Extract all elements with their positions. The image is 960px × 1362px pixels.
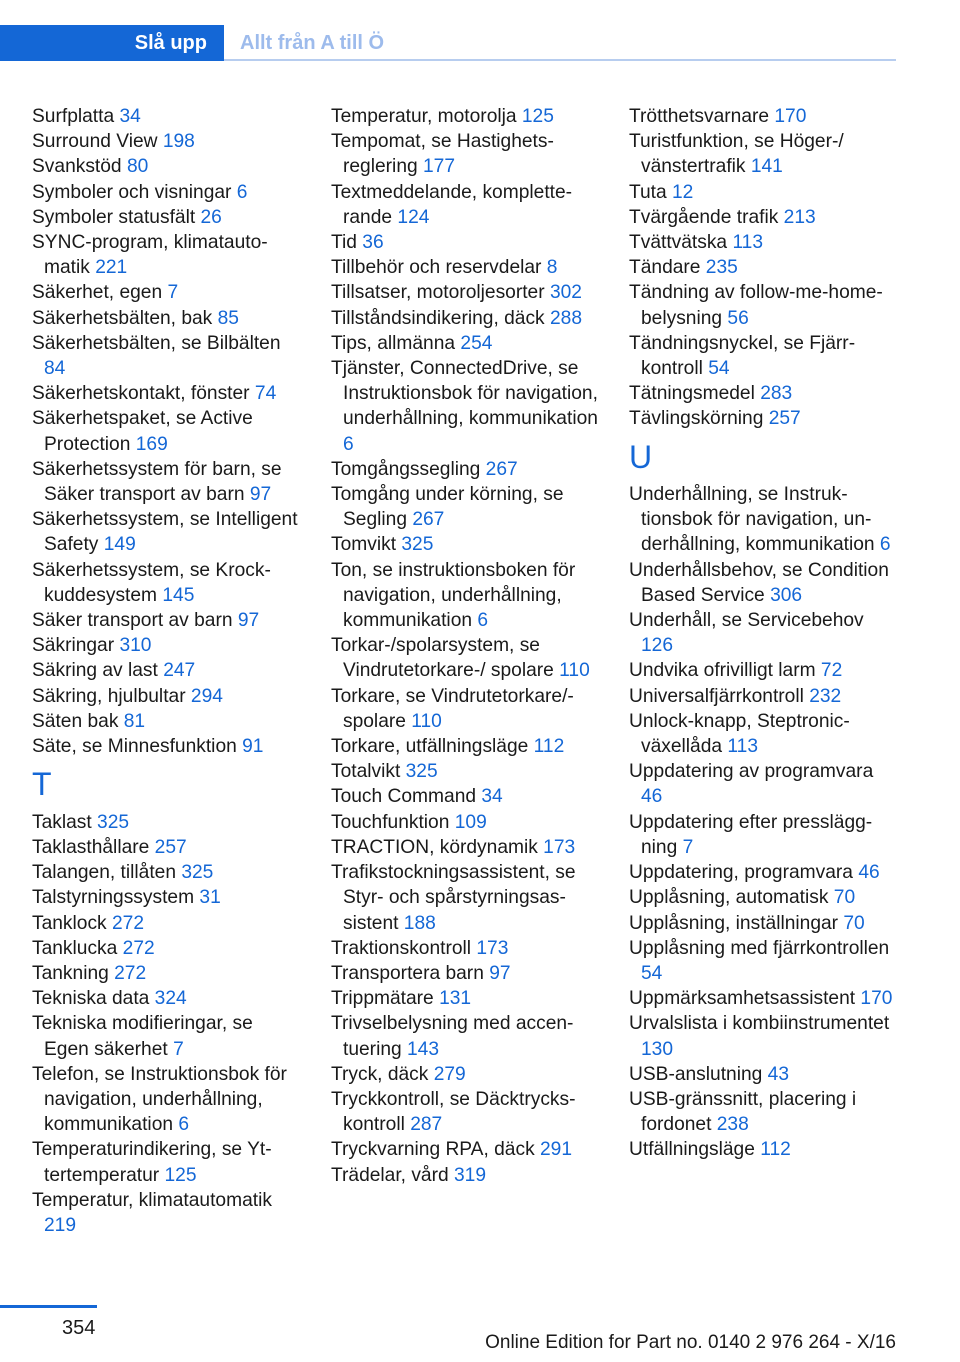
page-link[interactable]: 291 <box>540 1139 573 1161</box>
page-link[interactable]: 188 <box>403 912 436 934</box>
entry-term: Tryck, däck <box>331 1063 434 1085</box>
index-entry <box>32 507 302 557</box>
entry-term: Trivselbelysning med accentuering <box>331 1013 574 1060</box>
index-entry <box>32 885 302 910</box>
index-entry <box>331 1062 601 1087</box>
entry-term: Tekniska modifieringar, se Egen säkerhet <box>32 1013 253 1060</box>
index-entry <box>32 734 302 759</box>
index-entry <box>32 1062 302 1138</box>
page-link[interactable]: 34 <box>481 786 503 808</box>
entry-term: Tändning av follow-me-home-belysning <box>629 282 883 329</box>
entry-term: Unlock-knapp, Steptronic-växellåda <box>629 710 850 758</box>
entry-term: Tillståndsindikering, däck <box>331 307 550 329</box>
page-link[interactable]: 70 <box>843 912 865 934</box>
page-link[interactable]: 112 <box>533 736 565 758</box>
entry-term: Ton, se instruktionsboken för navigation, underhållning, kommunikation <box>331 559 576 632</box>
page-link[interactable]: 97 <box>249 484 272 506</box>
entry-term: Tryckkontroll, se Däcktryckskontroll <box>331 1088 576 1136</box>
entry-term: Trädelar, vård <box>331 1164 454 1186</box>
page-link[interactable]: 34 <box>119 106 141 127</box>
entry-term: Tempomat, se Hastighetsreglering <box>331 131 554 178</box>
page-link[interactable]: 325 <box>97 811 130 833</box>
index-entry <box>331 810 601 835</box>
index-entry <box>629 205 899 230</box>
index-entry <box>331 104 601 129</box>
entry-term: Säkerhetssystem, se Intelligent Safety <box>32 509 298 556</box>
page-link[interactable]: 113 <box>732 232 764 254</box>
index-entry <box>629 936 899 986</box>
index-column-2 <box>331 104 601 1188</box>
index-entry <box>32 860 302 885</box>
index-entry <box>32 280 302 305</box>
index-entry <box>32 558 302 608</box>
section-letter: U <box>629 438 653 475</box>
index-entry <box>629 684 899 709</box>
entry-term: Tändare <box>629 257 706 279</box>
index-entry <box>629 1062 899 1087</box>
index-entry <box>331 936 601 961</box>
entry-term: SYNC-program, klimatautomatik <box>32 232 268 279</box>
page-link[interactable]: 6 <box>236 181 248 203</box>
index-entry <box>629 1087 899 1137</box>
entry-term: Temperatur, motorolja <box>331 106 522 127</box>
index-entry <box>629 255 899 280</box>
page-link[interactable]: 97 <box>237 610 260 632</box>
index-entry <box>629 104 899 129</box>
entry-term: Trafikstockningsassistent, se Styr- och spårstyrningsassistent <box>331 862 576 934</box>
page-link[interactable]: 272 <box>122 937 155 959</box>
index-entry <box>32 180 302 205</box>
entry-term: Tid <box>331 232 363 254</box>
index-entry <box>32 810 302 835</box>
entry-term: Surfplatta <box>32 106 120 127</box>
index-entry <box>629 381 899 406</box>
edition-footer: Online Edition for Part no. 0140 2 976 264 - X/16 <box>485 1332 896 1353</box>
page-link[interactable]: 46 <box>858 862 880 884</box>
index-entry <box>629 180 899 205</box>
page-link[interactable]: 238 <box>716 1114 749 1136</box>
entry-term: Tillsatser, motoroljesorter <box>331 282 550 304</box>
tab-a-to-z[interactable]: Allt från A till Ö <box>240 31 385 54</box>
page-link[interactable]: 91 <box>242 736 264 758</box>
index-entry <box>32 381 302 406</box>
entry-term: Upplåsning med fjärrkontrollen <box>629 937 890 959</box>
index-entry <box>629 709 899 759</box>
page-link[interactable]: 325 <box>181 862 214 884</box>
page-number: 354 <box>62 1317 96 1339</box>
page-link[interactable]: 279 <box>433 1063 466 1085</box>
index-entry <box>331 986 601 1011</box>
index-entry <box>331 1011 601 1061</box>
page-link[interactable]: 112 <box>760 1139 791 1161</box>
index-entry <box>32 608 302 633</box>
index-entry <box>331 633 601 683</box>
index-entry <box>331 734 601 759</box>
index-entry <box>331 457 601 482</box>
entry-term: Tomgång under körning, se Segling <box>331 484 564 531</box>
entry-term: Uppdatering efter pressläggning <box>629 811 873 858</box>
page-link[interactable]: 54 <box>708 358 730 380</box>
page-link[interactable]: 72 <box>820 660 843 682</box>
index-entry <box>331 759 601 784</box>
index-column-3 <box>629 104 899 1163</box>
index-entry <box>32 1188 302 1238</box>
page-link[interactable]: 257 <box>154 836 187 858</box>
index-entry <box>331 1137 601 1162</box>
index-entry <box>629 986 899 1011</box>
entry-term: Säkerhetsbälten, se Bilbälten <box>32 332 281 354</box>
page-link[interactable]: 198 <box>162 131 195 153</box>
index-entry <box>331 860 601 936</box>
page-link[interactable]: 272 <box>111 912 144 934</box>
index-entry <box>32 709 302 734</box>
page-link[interactable]: 219 <box>44 1214 77 1236</box>
page-link[interactable]: 325 <box>401 534 434 556</box>
index-entry <box>32 306 302 331</box>
page-link[interactable]: 173 <box>476 937 509 959</box>
page-link[interactable]: 113 <box>727 736 758 758</box>
page-link[interactable]: 54 <box>641 962 663 984</box>
entry-term: Tjänster, ConnectedDrive, se Instruktionsbok för navigation, underhållning, kommunikation <box>331 358 598 430</box>
index-entry <box>331 180 601 230</box>
page-link[interactable]: 124 <box>397 206 430 228</box>
index-entry <box>32 104 302 129</box>
index-entry <box>331 532 601 557</box>
index-entry <box>32 633 302 658</box>
entry-term: Säkerhetsbälten, bak <box>32 307 218 329</box>
entry-term: Turistfunktion, se Höger-/ vänstertrafik <box>629 131 844 178</box>
entry-term: Trötthetsvarnare <box>629 106 775 127</box>
entry-term: Taklasthållare <box>32 836 155 858</box>
page-link[interactable]: 81 <box>123 710 146 732</box>
section-letter: T <box>32 766 52 803</box>
index-entry <box>32 936 302 961</box>
page-link[interactable]: 235 <box>705 257 738 279</box>
index-entry <box>331 961 601 986</box>
page-link[interactable]: 7 <box>682 836 694 858</box>
entry-term: Tankning <box>32 962 115 984</box>
entry-term: Säten bak <box>32 710 124 732</box>
entry-term: Transportera barn <box>331 962 490 984</box>
page-link[interactable]: 125 <box>521 106 554 127</box>
index-entry <box>32 230 302 280</box>
entry-term: Talstyrningssystem <box>32 887 200 909</box>
page-link[interactable]: 31 <box>199 887 221 909</box>
index-entry <box>32 911 302 936</box>
index-entry <box>32 986 302 1011</box>
page-link[interactable]: 80 <box>126 156 149 178</box>
index-entry <box>629 759 899 809</box>
page-link[interactable]: 36 <box>362 232 384 254</box>
page-link[interactable]: 287 <box>410 1114 443 1136</box>
page-link[interactable]: 43 <box>767 1063 789 1085</box>
header-divider <box>224 59 896 61</box>
page-link[interactable]: 324 <box>154 988 187 1010</box>
entry-term: TRACTION, kördynamik <box>331 836 544 858</box>
tab-look-up[interactable]: Slå upp <box>0 25 224 61</box>
index-entry <box>331 331 601 356</box>
entry-term: Touchfunktion <box>331 811 455 833</box>
page-link[interactable]: 56 <box>727 307 749 329</box>
entry-term: Underhåll, se Servicebehov <box>629 610 864 632</box>
page-link[interactable]: 177 <box>423 156 456 178</box>
page-link[interactable]: 232 <box>809 685 842 707</box>
entry-term: Säte, se Minnesfunktion <box>32 736 243 758</box>
entry-term: Temperatur, klimatautomatik <box>32 1189 272 1211</box>
entry-term: Temperaturindikering, se Yttertemperatur <box>32 1139 272 1186</box>
page-link[interactable]: 267 <box>412 509 445 531</box>
entry-term: Tävlingskörning <box>629 408 769 430</box>
index-entry <box>32 1137 302 1187</box>
page-link[interactable]: 149 <box>103 534 136 556</box>
entry-term: Utfällningsläge <box>629 1139 761 1161</box>
entry-term: Upplåsning, automatisk <box>629 887 834 909</box>
index-entry <box>331 129 601 179</box>
page-link[interactable]: 302 <box>549 282 582 304</box>
index-entry <box>629 482 899 558</box>
entry-term: USB-gränssnitt, placering i fordonet <box>629 1088 857 1136</box>
entry-term: Trippmätare <box>331 988 440 1010</box>
entry-term: Taklast <box>32 811 98 833</box>
entry-term: Säkerhetskontakt, fönster <box>32 383 255 405</box>
page-link[interactable]: 247 <box>163 660 196 682</box>
entry-term: Universalfjärrkontroll <box>629 685 810 707</box>
entry-term: Torkar-/spolarsystem, se Vindrutetorkare-/ spolare <box>331 635 560 682</box>
footer-accent-line <box>0 1305 97 1308</box>
page-link[interactable]: 267 <box>485 458 518 480</box>
page-link[interactable]: 85 <box>217 307 239 329</box>
entry-term: Säker transport av barn <box>32 610 238 632</box>
entry-term: Tätningsmedel <box>629 383 761 405</box>
index-entry <box>331 255 601 280</box>
page-link[interactable]: 294 <box>190 685 223 707</box>
index-entry <box>32 406 302 456</box>
page-link[interactable]: 74 <box>254 383 277 405</box>
index-entry <box>331 482 601 532</box>
page-link[interactable]: 26 <box>200 206 222 228</box>
entry-term: Tomgångssegling <box>331 458 486 480</box>
page-link[interactable]: 8 <box>546 257 558 279</box>
index-entry <box>32 961 302 986</box>
index-entry <box>331 230 601 255</box>
page-link[interactable]: 6 <box>477 610 489 632</box>
entry-term: Tanklucka <box>32 937 123 959</box>
index-entry <box>629 885 899 910</box>
index-entry <box>629 911 899 936</box>
index-entry <box>331 306 601 331</box>
entry-term: Säkerhetspaket, se Active Protection <box>32 408 253 455</box>
entry-term: Uppmärksamhetsassistent <box>629 988 861 1010</box>
page-link[interactable]: 319 <box>454 1164 487 1186</box>
index-entry <box>331 684 601 734</box>
entry-term: Symboler och visningar <box>32 181 237 203</box>
page-link[interactable]: 110 <box>411 710 442 732</box>
page-link[interactable]: 221 <box>95 257 128 279</box>
entry-term: Uppdatering, programvara <box>629 862 859 884</box>
entry-term: Säkerhetssystem för barn, se Säker transport av barn <box>32 458 282 506</box>
index-entry <box>629 1137 899 1162</box>
index-entry <box>331 1087 601 1137</box>
entry-term: Textmeddelande, kompletterande <box>331 181 573 228</box>
page-link[interactable]: 46 <box>641 786 663 808</box>
entry-term: Underhållning, se Instruktionsbok för navigation, underhållning, kommunikation <box>629 484 880 556</box>
index-entry <box>331 356 601 457</box>
page-link[interactable]: 310 <box>119 635 152 657</box>
index-entry <box>331 558 601 634</box>
entry-term: Tips, allmänna <box>331 332 461 354</box>
index-entry <box>629 129 899 179</box>
entry-term: Traktionskontroll <box>331 937 477 959</box>
index-entry <box>629 558 899 608</box>
entry-term: Talangen, tillåten <box>32 862 182 884</box>
index-entry <box>629 406 899 431</box>
entry-term: Tanklock <box>32 912 112 934</box>
index-entry <box>629 810 899 860</box>
entry-term: Säkring av last <box>32 660 164 682</box>
index-column-1 <box>32 104 302 1238</box>
index-entry <box>629 280 899 330</box>
index-entry <box>32 129 302 154</box>
page-link[interactable]: 6 <box>879 534 891 556</box>
page-link[interactable]: 169 <box>135 433 168 455</box>
page-link[interactable]: 6 <box>178 1114 190 1136</box>
page-link[interactable]: 84 <box>44 358 66 380</box>
page-link[interactable]: 257 <box>768 408 801 430</box>
page-link[interactable]: 272 <box>114 962 147 984</box>
index-entry <box>32 658 302 683</box>
entry-term: Totalvikt <box>331 761 406 783</box>
entry-term: Underhållsbehov, se Condition Based Service <box>629 559 889 606</box>
page-link[interactable]: 306 <box>770 584 803 606</box>
index-entry <box>32 205 302 230</box>
page-link[interactable]: 131 <box>439 988 472 1010</box>
page-link[interactable]: 143 <box>407 1038 440 1060</box>
index-entry <box>32 1011 302 1061</box>
entry-term: Symboler statusfält <box>32 206 201 228</box>
page-link[interactable]: 110 <box>559 660 590 682</box>
entry-term: Uppdatering av programvara <box>629 761 874 783</box>
index-entry <box>629 1011 899 1061</box>
page-link[interactable]: 141 <box>750 156 783 178</box>
page-link[interactable]: 7 <box>173 1038 184 1060</box>
entry-term: Tekniska data <box>32 988 155 1010</box>
entry-term: Tändningsnyckel, se Fjärrkontroll <box>629 332 856 380</box>
entry-term: Touch Command <box>331 786 482 808</box>
index-entry <box>629 230 899 255</box>
entry-term: Torkare, se Vindrutetorkare/-spolare <box>331 685 574 732</box>
index-entry <box>331 280 601 305</box>
entry-term: Tuta <box>629 181 673 203</box>
entry-term: Tvärgående trafik <box>629 206 784 228</box>
entry-term: Tryckvarning RPA, däck <box>331 1139 540 1161</box>
index-entry <box>629 860 899 885</box>
index-entry <box>32 331 302 381</box>
index-entry <box>32 154 302 179</box>
page-link[interactable]: 126 <box>641 635 674 657</box>
entry-term: Tillbehör och reservdelar <box>331 257 547 279</box>
index-entry <box>331 784 601 809</box>
entry-term: Upplåsning, inställningar <box>629 912 844 934</box>
page-link[interactable]: 254 <box>460 332 493 354</box>
entry-term: Torkare, utfällningsläge <box>331 736 534 758</box>
index-entry <box>32 684 302 709</box>
index-entry <box>629 658 899 683</box>
page-link[interactable]: 6 <box>343 433 354 455</box>
index-entry <box>629 608 899 658</box>
entry-term: Undvika ofrivilligt larm <box>629 660 821 682</box>
page-link[interactable]: 170 <box>860 988 893 1010</box>
index-entry <box>629 331 899 381</box>
entry-term: Säkerhet, egen <box>32 282 168 304</box>
page-link[interactable]: 97 <box>489 962 511 984</box>
index-entry <box>32 835 302 860</box>
top-navigation <box>0 0 960 64</box>
entry-term: Telefon, se Instruktionsbok för navigation, underhållning, kommunikation <box>32 1063 287 1136</box>
page-link[interactable]: 173 <box>543 836 576 858</box>
entry-term: Svankstöd <box>32 156 127 178</box>
entry-term: USB-anslutning <box>629 1063 768 1085</box>
entry-term: Surround View <box>32 131 163 153</box>
page-link[interactable]: 130 <box>641 1038 674 1060</box>
page-link[interactable]: 145 <box>162 584 195 606</box>
page-link[interactable]: 325 <box>405 761 438 783</box>
page-link[interactable]: 288 <box>549 307 582 329</box>
index-entry <box>32 457 302 507</box>
entry-term: Tvättvätska <box>629 232 733 254</box>
entry-term: Tomvikt <box>331 534 402 556</box>
page-link[interactable]: 125 <box>164 1164 197 1186</box>
page-link[interactable]: 70 <box>833 887 856 909</box>
index-entry <box>331 835 601 860</box>
page-link[interactable]: 170 <box>774 106 807 127</box>
page-link[interactable]: 213 <box>783 206 816 228</box>
page-link[interactable]: 12 <box>672 181 694 203</box>
entry-term: Säkringar <box>32 635 120 657</box>
page-link[interactable]: 109 <box>454 811 487 833</box>
entry-term: Säkerhetssystem, se Krockkuddesystem <box>32 559 271 606</box>
page-link[interactable]: 283 <box>760 383 793 405</box>
entry-term: Säkring, hjulbultar <box>32 685 191 707</box>
index-entry <box>331 1163 601 1188</box>
page-link[interactable]: 7 <box>167 282 179 304</box>
entry-term: Urvalslista i kombiinstrumentet <box>629 1013 890 1035</box>
